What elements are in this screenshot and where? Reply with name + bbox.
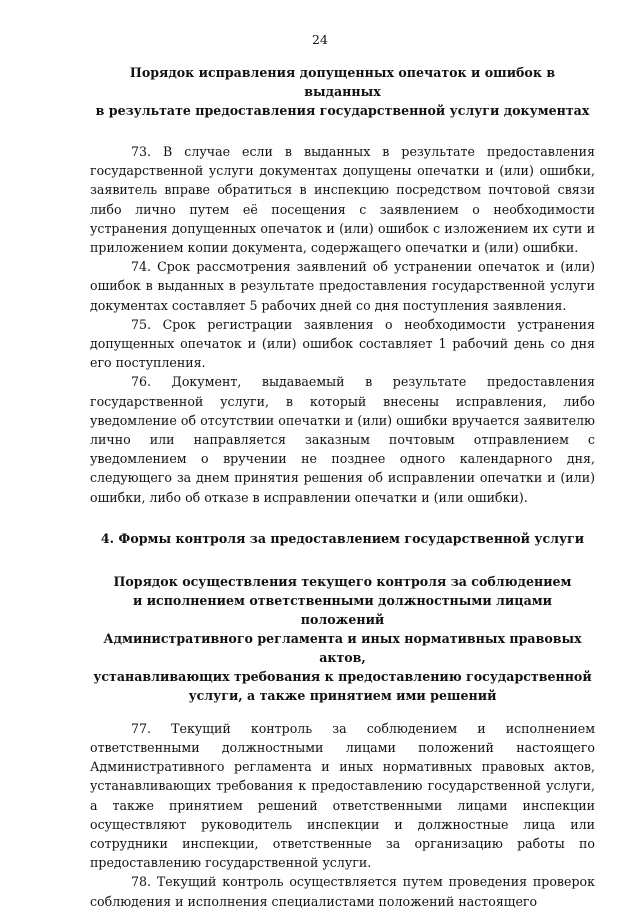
subsection-heading-current-control: Порядок осуществления текущего контроля за соблюдением и исполнением ответственными должностными лицами положений Административного регламента и иных нормативных правовых актов, устанавливающих требования к предоставлению государственной услуги, а также принятием ими решений (93, 573, 592, 703)
section-heading-control-forms: 4. Формы контроля за предоставлением государственной услуги (100, 530, 585, 546)
paragraph-76: 76. Документ, выдаваемый в результате предоставления государственной услуги, в который внесены исправления, либо уведомление об отсутствии опечатки и (или) ошибки вручается заявителю лично или направляется заказным почтовым отправлением с уведомлением о вручении не позднее одного календарного дня, следующего за днем принятия решения об исправлении опечатки и (или) ошибки, либо об отказе в исправлении опечатки и (или ошибки). (90, 374, 595, 505)
section-heading-corrections: Порядок исправления допущенных опечаток и ошибок в выданных в результате предоставления государственной услуги документах (95, 65, 590, 118)
paragraph-77: 77. Текущий контроль за соблюдением и исполнением ответственными должностными лицами положений настоящего Административного регламента и иных нормативных правовых актов, устанавливающих требования к предоставлению государственной услуги, а также принятием решений ответственными лицами инспекции осуществляют руководитель инспекции и должностные лица или сотрудники инспекции, ответственные за организацию работы по предоставлению государственной услуги. (90, 720, 595, 871)
paragraph-73: 73. В случае если в выданных в результате предоставления государственной услуги документах допущены опечатки и (или) ошибки, заявитель вправе обратиться в инспекцию посредством почтовой связи либо лично путем её посещения с заявлением о необходимости устранения допущенных опечаток и (или) ошибок с изложением их сути и приложением копии документа, содержащего опечатки и (или) ошибки. (90, 144, 595, 256)
paragraph-78: 78. Текущий контроль осуществляется путем проведения проверок соблюдения и исполнения специалистами положений настоящего (90, 874, 595, 909)
page-content (90, 63, 595, 911)
paragraph-75: 75. Срок регистрации заявления о необходимости устранения допущенных опечаток и (или) ошибок составляет 1 рабочий день со дня его поступления. (90, 316, 595, 371)
paragraph-74: 74. Срок рассмотрения заявлений об устранении опечаток и (или) ошибок в выданных в результате предоставления государственной услуги документах составляет 5 рабочих дней со дня поступления заявления. (90, 259, 595, 313)
page-number: 24 (312, 32, 328, 47)
